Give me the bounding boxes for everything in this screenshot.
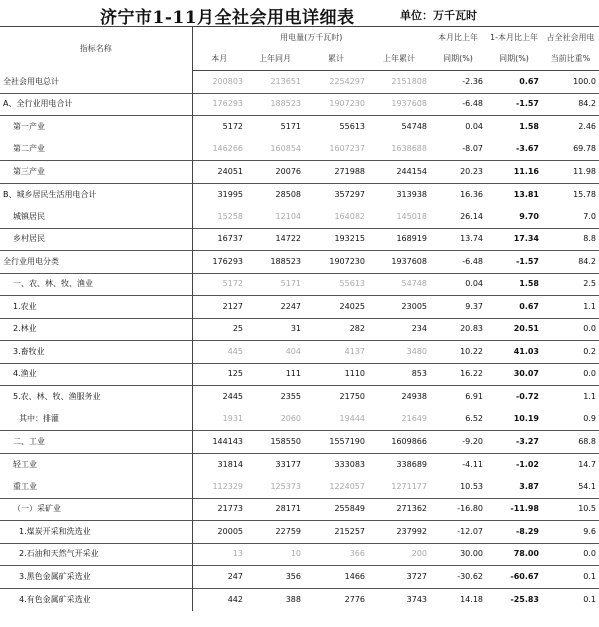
column-header: 同期(%) xyxy=(430,49,486,71)
table-cell: 100.0 xyxy=(573,76,596,86)
row-label: 城镇居民 xyxy=(0,206,192,229)
column-header: 当前比重% xyxy=(542,49,599,71)
table-cell: 0.04 xyxy=(430,273,486,296)
table-cell: 31814 xyxy=(192,453,246,476)
table-cell: 125373 xyxy=(270,481,301,491)
table-row xyxy=(0,206,599,229)
table-cell: 16.36 xyxy=(430,183,486,206)
table-row xyxy=(0,566,599,589)
table-cell: 26.14 xyxy=(460,211,483,221)
table-row xyxy=(0,341,599,364)
table-cell: -0.72 xyxy=(486,386,542,409)
table-cell: 5171 xyxy=(246,273,304,296)
table-cell: -12.07 xyxy=(430,521,486,544)
table-cell: 3727 xyxy=(368,566,430,589)
row-label: 全行业用电分类 xyxy=(0,251,192,274)
row-label: 二、工业 xyxy=(0,431,192,454)
table-cell: 41.03 xyxy=(486,341,542,364)
table-cell: 21649 xyxy=(401,414,427,423)
table-cell: 125 xyxy=(192,363,246,386)
table-row xyxy=(0,228,599,251)
table-cell: 20005 xyxy=(192,521,246,544)
table-cell: 16.22 xyxy=(430,363,486,386)
table-cell: 404 xyxy=(246,341,304,364)
header-row-group xyxy=(0,27,599,49)
table-cell: 271988 xyxy=(304,161,368,184)
table-cell: 3.87 xyxy=(519,481,539,491)
table-cell: 0.04 xyxy=(430,116,486,139)
table-cell: -30.62 xyxy=(430,566,486,589)
table-cell: 247 xyxy=(192,566,246,589)
table-cell: -4.11 xyxy=(430,453,486,476)
table-cell: 20076 xyxy=(246,161,304,184)
table-cell: 1607237 xyxy=(329,144,365,153)
table-cell: 357297 xyxy=(304,183,368,206)
column-header: 同期(%) xyxy=(486,49,542,71)
table-cell: 20.83 xyxy=(430,318,486,341)
table-body xyxy=(0,71,599,611)
table-cell: 21773 xyxy=(192,498,246,521)
table-cell: 10.53 xyxy=(460,481,483,491)
table-cell: 2254297 xyxy=(329,76,365,86)
table-row xyxy=(0,251,599,274)
table-cell: 0.67 xyxy=(486,296,542,319)
table-cell: 5172 xyxy=(192,116,246,139)
table-row xyxy=(0,498,599,521)
table-cell: 215257 xyxy=(304,521,368,544)
table-cell: 10.5 xyxy=(542,498,599,521)
table-cell: 13 xyxy=(192,543,246,566)
table-cell: 5171 xyxy=(246,116,304,139)
electricity-table xyxy=(0,26,599,611)
table-cell: 28508 xyxy=(246,183,304,206)
table-cell: 68.8 xyxy=(542,431,599,454)
table-cell: 0.9 xyxy=(583,414,596,423)
table-cell: 54748 xyxy=(368,273,430,296)
table-row xyxy=(0,408,599,431)
table-cell: 24025 xyxy=(304,296,368,319)
row-label: 1.煤炭开采和洗选业 xyxy=(0,521,192,544)
table-cell: 244154 xyxy=(368,161,430,184)
table-cell: 0.0 xyxy=(542,363,599,386)
row-label: 4.渔业 xyxy=(0,363,192,386)
table-row xyxy=(0,273,599,296)
table-cell: -1.57 xyxy=(486,251,542,274)
table-row xyxy=(0,183,599,206)
table-cell: 338689 xyxy=(368,453,430,476)
table-cell: 2445 xyxy=(192,386,246,409)
table-cell: 17.34 xyxy=(486,228,542,251)
row-label: 一、农、林、牧、渔业 xyxy=(0,273,192,296)
table-cell: 8.8 xyxy=(542,228,599,251)
table-cell: 1.1 xyxy=(542,296,599,319)
table-cell: 6.52 xyxy=(465,414,483,423)
cum-group-header: 1-本月比上年 xyxy=(486,27,542,49)
row-label: 全社会用电总计 xyxy=(0,71,192,94)
row-label: 重工业 xyxy=(0,476,192,499)
table-cell: 13.81 xyxy=(486,183,542,206)
table-cell: 14722 xyxy=(246,228,304,251)
table-cell: 5172 xyxy=(192,273,246,296)
usage-group-header: 用电量(万千瓦时) xyxy=(192,27,430,49)
table-cell: 1110 xyxy=(304,363,368,386)
table-cell: -8.29 xyxy=(486,521,542,544)
table-cell: 188523 xyxy=(246,93,304,116)
table-row xyxy=(0,521,599,544)
table-cell: 15258 xyxy=(217,211,243,221)
table-cell: 366 xyxy=(304,543,368,566)
table-cell: 1.58 xyxy=(486,273,542,296)
table-cell: 144143 xyxy=(192,431,246,454)
table-cell: 2127 xyxy=(192,296,246,319)
table-cell: 22759 xyxy=(246,521,304,544)
row-label: 4.有色金属矿采选业 xyxy=(0,588,192,611)
row-label: 3.畜牧业 xyxy=(0,341,192,364)
table-cell: 25 xyxy=(192,318,246,341)
table-cell: 19444 xyxy=(339,414,365,423)
table-cell: 282 xyxy=(304,318,368,341)
unit-label: 单位：万千瓦时 xyxy=(400,9,477,22)
table-cell: 54.1 xyxy=(578,481,596,491)
table-row xyxy=(0,161,599,184)
table-cell: 271362 xyxy=(368,498,430,521)
table-cell: 1907230 xyxy=(304,251,368,274)
table-cell: 213651 xyxy=(270,76,301,86)
table-row xyxy=(0,543,599,566)
table-row xyxy=(0,116,599,139)
table-cell: 193215 xyxy=(304,228,368,251)
table-cell: 55613 xyxy=(304,273,368,296)
table-cell: 200803 xyxy=(212,76,243,86)
column-header: 本月 xyxy=(192,49,246,71)
table-cell: 20.51 xyxy=(486,318,542,341)
table-cell: 2247 xyxy=(246,296,304,319)
table-cell: 237992 xyxy=(368,521,430,544)
row-label: 其中：排灌 xyxy=(0,408,192,431)
table-row xyxy=(0,363,599,386)
table-cell: 13.74 xyxy=(430,228,486,251)
table-cell: 1931 xyxy=(222,414,243,423)
table-cell: 234 xyxy=(368,318,430,341)
table-cell: 21750 xyxy=(304,386,368,409)
table-cell: 445 xyxy=(192,341,246,364)
table-cell: 1557190 xyxy=(304,431,368,454)
table-cell: 2355 xyxy=(246,386,304,409)
row-label: 第一产业 xyxy=(0,116,192,139)
table-cell: 1.1 xyxy=(542,386,599,409)
table-cell: 14.7 xyxy=(542,453,599,476)
table-cell: 145018 xyxy=(396,211,427,221)
table-cell: 3743 xyxy=(368,588,430,611)
table-cell: 1638688 xyxy=(391,144,427,153)
table-cell: 9.6 xyxy=(542,521,599,544)
table-cell: 176293 xyxy=(192,251,246,274)
table-row xyxy=(0,476,599,499)
table-cell: 200 xyxy=(368,543,430,566)
table-row xyxy=(0,386,599,409)
table-cell: -8.07 xyxy=(462,144,483,153)
table-cell: 388 xyxy=(246,588,304,611)
share-group-header: 占全社会用电 xyxy=(542,27,599,49)
row-label: 第二产业 xyxy=(0,138,192,161)
column-header: 上年累计 xyxy=(368,49,430,71)
table-cell: 1466 xyxy=(304,566,368,589)
table-cell: 853 xyxy=(368,363,430,386)
row-label: 第三产业 xyxy=(0,161,192,184)
table-cell: 4137 xyxy=(304,341,368,364)
table-row xyxy=(0,93,599,116)
row-label: 轻工业 xyxy=(0,453,192,476)
table-cell: 1271177 xyxy=(391,481,427,491)
table-cell: 31995 xyxy=(192,183,246,206)
table-cell: 30.07 xyxy=(486,363,542,386)
table-cell: 24051 xyxy=(192,161,246,184)
table-cell: 0.1 xyxy=(542,566,599,589)
table-cell: 112329 xyxy=(212,481,243,491)
table-cell: 33177 xyxy=(246,453,304,476)
table-cell: 9.37 xyxy=(430,296,486,319)
table-cell: 84.2 xyxy=(542,93,599,116)
table-cell: 84.2 xyxy=(542,251,599,274)
table-cell: 54748 xyxy=(368,116,430,139)
table-cell: 11.98 xyxy=(542,161,599,184)
table-cell: 3480 xyxy=(368,341,430,364)
table-cell: 30.00 xyxy=(430,543,486,566)
table-row xyxy=(0,71,599,94)
table-cell: 160854 xyxy=(270,144,301,153)
table-cell: 176293 xyxy=(192,93,246,116)
table-cell: -2.36 xyxy=(462,76,483,86)
table-cell: -1.57 xyxy=(486,93,542,116)
table-row xyxy=(0,296,599,319)
table-cell: 1937608 xyxy=(368,93,430,116)
table-cell: 1224057 xyxy=(329,481,365,491)
table-cell: 0.1 xyxy=(542,588,599,611)
table-cell: -6.48 xyxy=(430,93,486,116)
table-cell: 164082 xyxy=(334,211,365,221)
table-cell: -3.27 xyxy=(486,431,542,454)
table-cell: 2.46 xyxy=(542,116,599,139)
table-cell: 2.5 xyxy=(542,273,599,296)
table-cell: 78.00 xyxy=(486,543,542,566)
table-cell: 20.23 xyxy=(430,161,486,184)
row-label: 1.农业 xyxy=(0,296,192,319)
name-column-header: 指标名称 xyxy=(0,27,192,71)
table-cell: 12104 xyxy=(275,211,301,221)
table-cell: 255849 xyxy=(304,498,368,521)
column-header: 上年同月 xyxy=(246,49,304,71)
table-cell: 188523 xyxy=(246,251,304,274)
table-cell: 0.67 xyxy=(519,76,539,86)
table-cell: 1.58 xyxy=(486,116,542,139)
table-cell: 111 xyxy=(246,363,304,386)
table-cell: 158550 xyxy=(246,431,304,454)
row-label: 2.林业 xyxy=(0,318,192,341)
row-label: 5.农、林、牧、渔服务业 xyxy=(0,386,192,409)
table-cell: 6.91 xyxy=(430,386,486,409)
row-label: （一）采矿业 xyxy=(0,498,192,521)
table-cell: 356 xyxy=(246,566,304,589)
table-cell: 0.0 xyxy=(542,543,599,566)
table-cell: 168919 xyxy=(368,228,430,251)
table-cell: 24938 xyxy=(368,386,430,409)
table-cell: 1609866 xyxy=(368,431,430,454)
table-cell: -1.02 xyxy=(486,453,542,476)
table-cell: -6.48 xyxy=(430,251,486,274)
table-cell: 442 xyxy=(192,588,246,611)
table-cell: 23005 xyxy=(368,296,430,319)
table-cell: -60.67 xyxy=(486,566,542,589)
table-cell: 1937608 xyxy=(368,251,430,274)
title-bar xyxy=(0,0,599,28)
table-cell: -16.80 xyxy=(430,498,486,521)
table-cell: 333083 xyxy=(304,453,368,476)
table-cell: 0.0 xyxy=(542,318,599,341)
table-cell: 16737 xyxy=(192,228,246,251)
table-cell: 2776 xyxy=(304,588,368,611)
table-cell: 11.16 xyxy=(486,161,542,184)
row-label: A、全行业用电合计 xyxy=(0,93,192,116)
table-row xyxy=(0,138,599,161)
table-cell: 15.78 xyxy=(542,183,599,206)
table-cell: 146266 xyxy=(212,144,243,153)
table-cell: -25.83 xyxy=(486,588,542,611)
table-cell: 28171 xyxy=(246,498,304,521)
table-cell: 313938 xyxy=(368,183,430,206)
table-cell: -3.67 xyxy=(515,144,539,153)
table-cell: -9.20 xyxy=(430,431,486,454)
table-cell: 55613 xyxy=(304,116,368,139)
page-title: 济宁市1-11月全社会用电详细表 xyxy=(100,8,355,28)
table-cell: 2151808 xyxy=(391,76,427,86)
table-cell: 1907230 xyxy=(304,93,368,116)
table-cell: 10.22 xyxy=(430,341,486,364)
table-cell: 10 xyxy=(246,543,304,566)
table-cell: 2060 xyxy=(280,414,301,423)
table-cell: 10.19 xyxy=(513,414,539,423)
table-cell: 0.2 xyxy=(542,341,599,364)
table-cell: 9.70 xyxy=(519,211,539,221)
table-cell: 69.78 xyxy=(573,144,596,153)
yoy-group-header: 本月比上年 xyxy=(430,27,486,49)
row-label: 2.石油和天然气开采业 xyxy=(0,543,192,566)
table-row xyxy=(0,431,599,454)
table-row xyxy=(0,588,599,611)
table-cell: 31 xyxy=(246,318,304,341)
row-label: 乡村居民 xyxy=(0,228,192,251)
table-cell: 7.0 xyxy=(583,211,596,221)
column-header: 累计 xyxy=(304,49,368,71)
table-row xyxy=(0,453,599,476)
table-row xyxy=(0,318,599,341)
row-label: 3.黑色金属矿采选业 xyxy=(0,566,192,589)
table-cell: -11.98 xyxy=(486,498,542,521)
row-label: B、城乡居民生活用电合计 xyxy=(0,183,192,206)
table-cell: 14.18 xyxy=(430,588,486,611)
